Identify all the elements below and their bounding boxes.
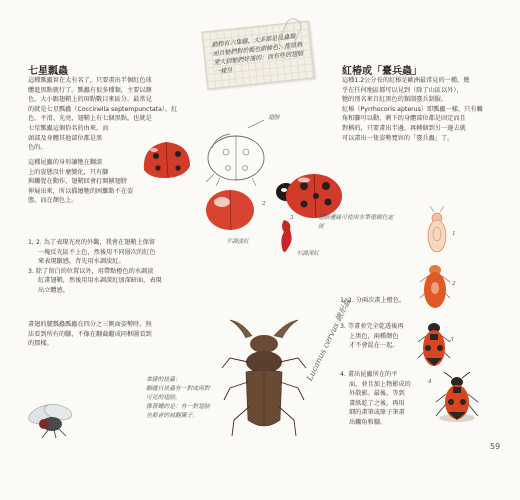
firebug-step-1: 1 — [452, 231, 456, 237]
text-line: 一塊反光區不上色，然後用不同層次的紅色 — [38, 248, 156, 256]
wing-edge-annotation: 翅膀邊緣可使用水筆重刷色定斑 — [318, 215, 394, 230]
firebug-outline-icon — [424, 206, 450, 256]
dark-red-label: 平調深紅 — [296, 251, 320, 257]
housefly-icon — [24, 400, 80, 440]
ladybug-painted-icon — [200, 184, 260, 234]
text-line: 也都會的被翻翼子。 — [146, 413, 199, 419]
text-line: 紅椿（Pyrrhocoris apterus）即瓢蟲一樣，只有觸 — [342, 105, 483, 113]
sticky-note-text: 動物有六隻腳，大多都是昆蟲類，而且牠們對於藍色跟綠色，都很熱愛大到牠們好運的：而有些的翅膀一樣身 — [211, 32, 304, 76]
winged-insects-note — [146, 376, 246, 421]
firebug-painted-icon — [434, 372, 480, 426]
text-line: 4. 畫出昆蟲所在的平 — [340, 371, 398, 378]
ladybug-pencil-sketch-icon — [196, 118, 276, 188]
ladybug-section-title: 七星瓢蟲 — [28, 66, 68, 77]
firebug-section-title: 紅椿或「臺兵蟲」 — [342, 66, 422, 77]
firebug-step-3: 3 — [450, 337, 454, 343]
text-line: 才不會混在一起。 — [349, 342, 399, 350]
text-line: 這種昆蟲的身形讓牠在翻滾 — [28, 159, 103, 166]
light-red-label: 平調淡紅 — [226, 239, 250, 245]
page-number: 59 — [490, 442, 501, 451]
firebug-step4-text — [340, 370, 440, 428]
text-line: 體進黑點就行了。瓢蟲有很多種類，主要以顏 — [28, 86, 152, 94]
firebug-painted-icon — [418, 258, 452, 314]
text-line: 外散影。最後，等到 — [349, 390, 405, 398]
text-line: 牠的別名來自紅黑色的類制臺兵制服。 — [342, 96, 448, 104]
text-line: 色、平滑、光亮，翅鞘上有七個黑點。也就是 — [28, 115, 152, 123]
firebug-step-4: 4 — [428, 379, 432, 385]
step-number-1: 1 — [212, 215, 216, 221]
text-line: 七星瓢蟲這個俗名的由來。而 — [28, 124, 109, 132]
stag-beetle-caption: Lucanus cervus 鍬形蟲 — [304, 297, 353, 383]
ladybug-painted-icon — [140, 136, 194, 182]
text-line: 來表現皺感，背先用水調淡紅。 — [38, 258, 125, 266]
text-line: 畫翅的腿瓢蟲瓢蟲在四分之三側面姿勢時，無 — [28, 321, 152, 328]
text-line: 態，而在顏色上。 — [28, 197, 78, 205]
text-line: 像蒼蠅的是：有一對翅膀 — [146, 404, 210, 410]
red-paint-swatch-icon — [278, 218, 298, 258]
text-line: 色的。 — [28, 144, 47, 152]
text-line: 拿捷的昆蟲： — [146, 377, 181, 383]
ladybug-steps-text — [28, 238, 238, 296]
text-line: 紅畫翅鞘，然後用用水調深紅加深暗面，表現 — [38, 277, 162, 285]
text-line: 可見的翅膀， — [146, 395, 181, 401]
wing-annotation: 翅膀 — [268, 115, 280, 121]
text-line: 1, 2. 為了表現光亮的外觀，我會在翅鞘上保留 — [28, 239, 156, 246]
step-number-2: 2 — [262, 201, 266, 207]
text-line: 的就是七星瓢蟲（Coccinella septempunctata）。紅 — [28, 105, 178, 113]
text-line: 3. 等畫並完全乾透後再 — [340, 323, 404, 330]
firebug-step-2: 2 — [452, 281, 456, 287]
text-line: 出立體感。 — [38, 286, 69, 294]
text-line: 對稱的，只要畫出半邊，再轉個到另一邊去就 — [342, 124, 466, 132]
text-line: 可以畫出一隻姿勢寬容的「臺兵蟲」了。 — [342, 134, 454, 142]
text-line: 畫紙乾了之後，再用 — [349, 399, 405, 407]
text-line: 的那樣。 — [28, 340, 53, 348]
step-number-3: 3 — [290, 215, 294, 221]
text-line: 伸展出來，所以描繪牠的困難點不在姿 — [28, 187, 134, 195]
text-line: 這種瓢蟲實在太有名了，只要畫出半個紅色球 — [28, 77, 152, 84]
text-line: 角和腳可以動，剩下的身體部位都是固定而且 — [342, 115, 466, 123]
text-line: 上黑色，兩種顏色 — [349, 332, 399, 340]
text-line: 3. 除了留白的位置以外，用帶點橙色的水調淡 — [28, 267, 154, 275]
text-line: 乎在任何地區都可以見到（除了山區以外）， — [342, 86, 463, 94]
ladybug-legs-note — [28, 320, 238, 349]
text-line: 法看到所有的腳，不像在翻截繼成同框圖看到 — [28, 330, 152, 338]
text-line: 出觸角和腳。 — [349, 418, 387, 426]
firebug-intro-text — [342, 76, 510, 143]
text-line: 這種1.2公分長的紅椿是歐洲最常見的一種，幾 — [342, 77, 470, 84]
text-line: 色、大小跟翅鞘上的斑點數目來區分。最常見 — [28, 96, 152, 104]
text-line: 翻越日昆蟲有一對或兩對 — [146, 386, 210, 392]
firebug-step1-text: 1, 2. 分兩次畫上橙色。 — [340, 297, 406, 304]
text-line: 頭部及身體其他部位都是黑 — [28, 134, 103, 142]
text-line: 上的姿態沒什麼變化，只有腳 — [28, 168, 109, 176]
firebug-painted-icon — [416, 318, 452, 372]
text-line: 面，並且加上物影成的 — [349, 380, 411, 388]
text-line: 細的畫筆或原子筆畫 — [349, 409, 405, 417]
text-line: 與觸覺在動作，翅鞘回會打開擴翅膀 — [28, 178, 127, 186]
